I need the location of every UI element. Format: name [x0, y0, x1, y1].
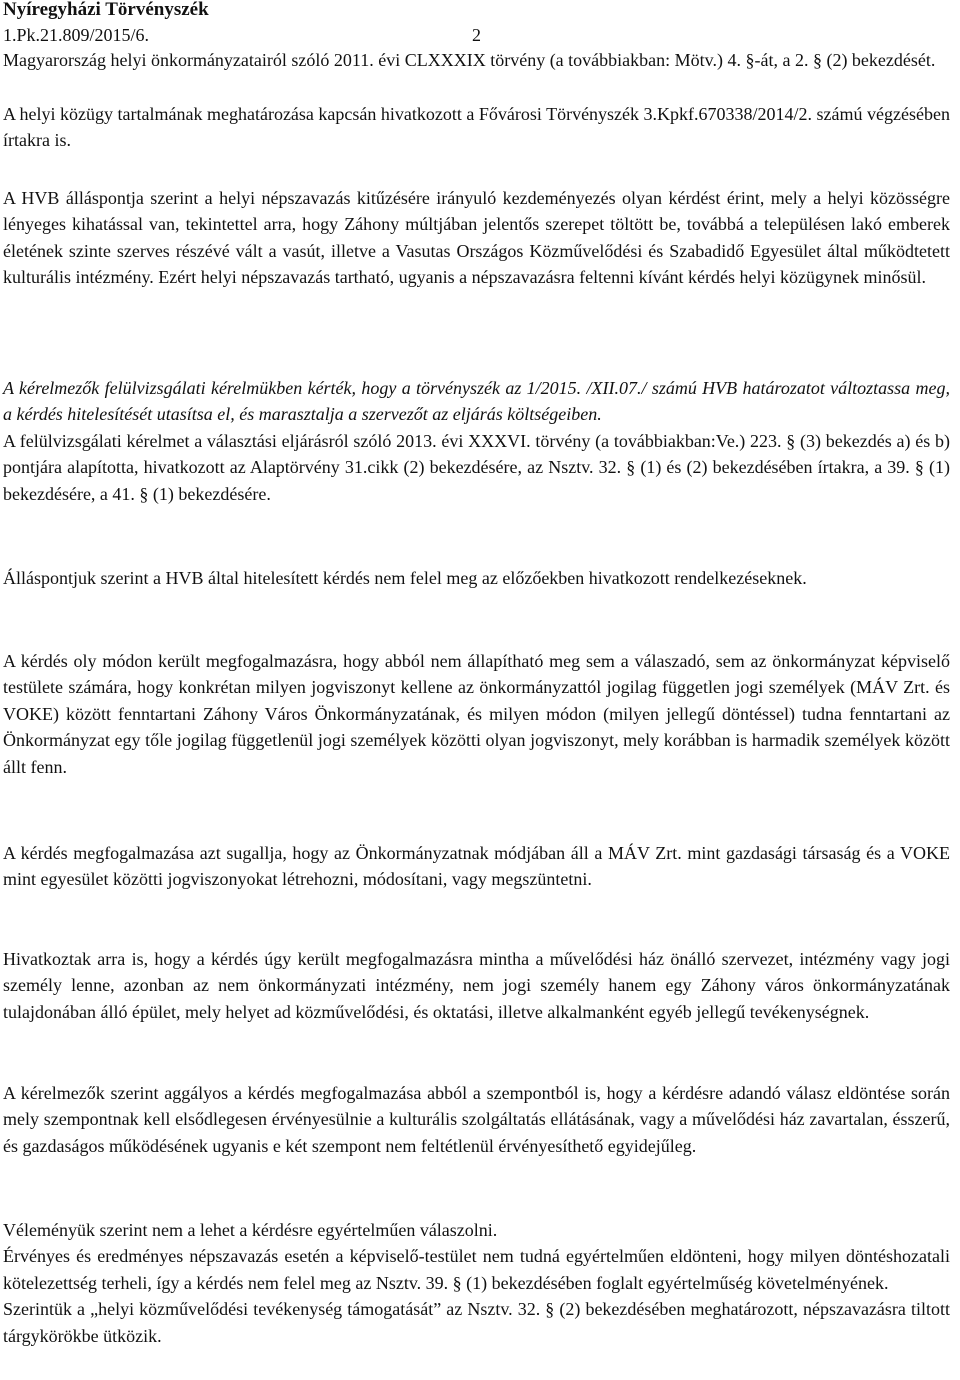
paragraph-hvb-position: A HVB álláspontja szerint a helyi népszavazás kitűzésére irányuló kezdeményezés olyan kérdést érint, mely a helyi közösségre lényeges kihatással van, tekintettel arra, hogy Záhony múltjában jelentős szerepet töltött be, továbbá a településen lakó emberek életének szinte szerves részévé vált a vasút, illetve a Vasutas Országos Közművelődési és Szabadidő Egyesület által működtetett kulturális intézmény. Ezért helyi népszavazás tartható, ugyanis a népszavazásra feltenni kívánt kérdés helyi közügynek minősül.	[3, 188, 950, 288]
paragraph-question-ambiguity: A kérdés oly módon került megfogalmazásra, hogy abból nem állapítható meg sem a válaszadó, sem az önkormányzat képviselő testülete számára, hogy konkrétan milyen jogviszonyt kellene az önkormányzattól jogilag független jogi személyek (MÁV Zrt. és VOKE) között fenntartani Záhony Város Önkormányzatának, és milyen módon (milyen jellegű döntéssel) tudna fenntartani az Önkormányzat egy tőle jogilag függetlenül jogi személyek közötti olyan jogviszonyt, mely korábban is harmadik személyek között állt fenn.	[3, 651, 950, 777]
case-number: 1.Pk.21.809/2015/6.	[3, 25, 150, 45]
paragraph-review-request	[3, 375, 950, 507]
paragraph-cultural-house: Hivatkoztak arra is, hogy a kérdés úgy került megfogalmazásra mintha a művelődési ház önálló szervezet, intézmény vagy jogi személy lenne, azonban az nem önkormányzati intézmény, nem jogi személy hanem egy Záhony város önkormányzatának tulajdonában álló épület, mely helyet ad közművelődési, és oktatási, illetve alkalmanként egyéb jellegű tevékenységnek.	[3, 949, 950, 1022]
court-name: Nyíregyházi Törvényszék	[3, 0, 209, 20]
paragraph-prohibited-subject: Szerintük a „helyi közművelődési tevékenység támogatását” az Nsztv. 32. § (2) bekezdésében meghatározott, népszavazásra tiltott tárgykörökbe ütközik.	[3, 1299, 950, 1346]
review-request-italic: A kérelmezők felülvizsgálati kérelmükben kérték, hogy a törvényszék az 1/2015. /XII.07./ számú HVB határozatot változtassa meg, a kérdés hitelesítését utasítsa el, és marasztalja a szervezőt az eljárás költségeiben.	[3, 378, 950, 425]
paragraph-question-suggestion: A kérdés megfogalmazása azt sugallja, hogy az Önkormányzatnak módjában áll a MÁV Zrt. mint gazdasági társaság és a VOKE mint egyesület közötti jogviszonyokat létrehozni, módosítani, vagy megszüntetni.	[3, 843, 950, 890]
paragraph-aspects-concern: A kérelmezők szerint aggályos a kérdés megfogalmazása abból a szempontból is, hogy a kérdésre adandó válasz eldöntése során mely szempontnak kell elsődlegesen érvényesülnie a kulturális szolgáltatás ellátásának, vagy a művelődési ház zavartalan, ésszerű, és gazdaságos működésének ugyanis e két szempont nem feltétlenül érvényesíthető egyidejűleg.	[3, 1083, 950, 1156]
review-request-legal-basis: A felülvizsgálati kérelmet a választási eljárásról szóló 2013. évi XXXVI. törvény (a továbbiakban:Ve.) 223. § (3) bekezdés a) és b) pontjára alapította, hivatkozott az Alaptörvény 31.cikk (2) bekezdésére, az Nsztv. 32. § (1) és (2) bekezdésében írtakra, a 39. § (1) bekezdésére, a 41. § (1) bekezdésére.	[3, 430, 950, 504]
paragraph-motv-reference: Magyarország helyi önkormányzatairól szóló 2011. évi CLXXXIX törvény (a továbbiakban: Mötv.) 4. §-át, a 2. § (2) bekezdését.	[3, 50, 936, 70]
paragraph-non-compliance: Álláspontjuk szerint a HVB által hitelesített kérdés nem felel meg az előzőekben hivatkozott rendelkezéseknek.	[3, 568, 807, 588]
paragraph-group-final	[3, 1217, 950, 1349]
paragraph-clarity-requirement: Érvényes és eredményes népszavazás esetén a képviselő-testület nem tudná egyértelműen eldönteni, hogy milyen döntéshozatali kötelezettség terheli, így a kérdés nem felel meg az Nsztv. 39. § (1) bekezdésében foglalt egyértelműség követelményének.	[3, 1246, 950, 1293]
paragraph-local-public-affair: A helyi közügy tartalmának meghatározása kapcsán hivatkozott a Fővárosi Törvényszék 3.Kpkf.670338/2014/2. számú végzésében írtakra is.	[3, 104, 950, 151]
paragraph-no-clear-answer: Véleményük szerint nem a lehet a kérdésre egyértelműen válaszolni.	[3, 1220, 498, 1240]
case-header-row	[3, 22, 953, 48]
page-number: 2	[472, 25, 481, 45]
